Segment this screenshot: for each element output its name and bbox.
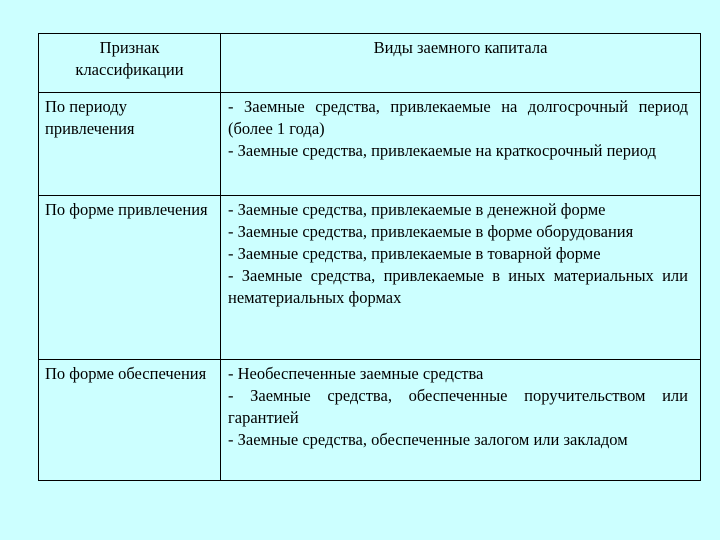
type-item: - Заемные средства, привлекаемые на долгосрочный период (более 1 года) [228, 97, 688, 138]
row-types-security [221, 360, 701, 481]
row-types-form [221, 196, 701, 360]
classification-table [38, 33, 701, 481]
table-header-row [39, 34, 701, 93]
table-row [39, 360, 701, 481]
row-types-period [221, 93, 701, 196]
row-criterion-security: По форме обеспечения [39, 360, 221, 481]
type-item: - Заемные средства, привлекаемые на краткосрочный период [228, 141, 656, 160]
row-criterion-period: По периоду привлечения [39, 93, 221, 196]
type-item: - Заемные средства, обеспеченные залогом или закладом [228, 430, 628, 449]
type-item: - Заемные средства, привлекаемые в денежной форме [228, 200, 606, 219]
type-item: - Заемные средства, привлекаемые в товарной форме [228, 244, 601, 263]
type-item: - Необеспеченные заемные средства [228, 364, 484, 383]
row-criterion-form: По форме привлечения [39, 196, 221, 360]
type-item: - Заемные средства, обеспеченные поручительством или гарантией [228, 386, 688, 427]
header-capital-types: Виды заемного капитала [221, 34, 701, 93]
table-row [39, 196, 701, 360]
table-row [39, 93, 701, 196]
header-criterion: Признак классификации [39, 34, 221, 93]
type-item: - Заемные средства, привлекаемые в иных материальных или нематериальных формах [228, 266, 688, 307]
type-item: - Заемные средства, привлекаемые в форме оборудования [228, 222, 634, 241]
